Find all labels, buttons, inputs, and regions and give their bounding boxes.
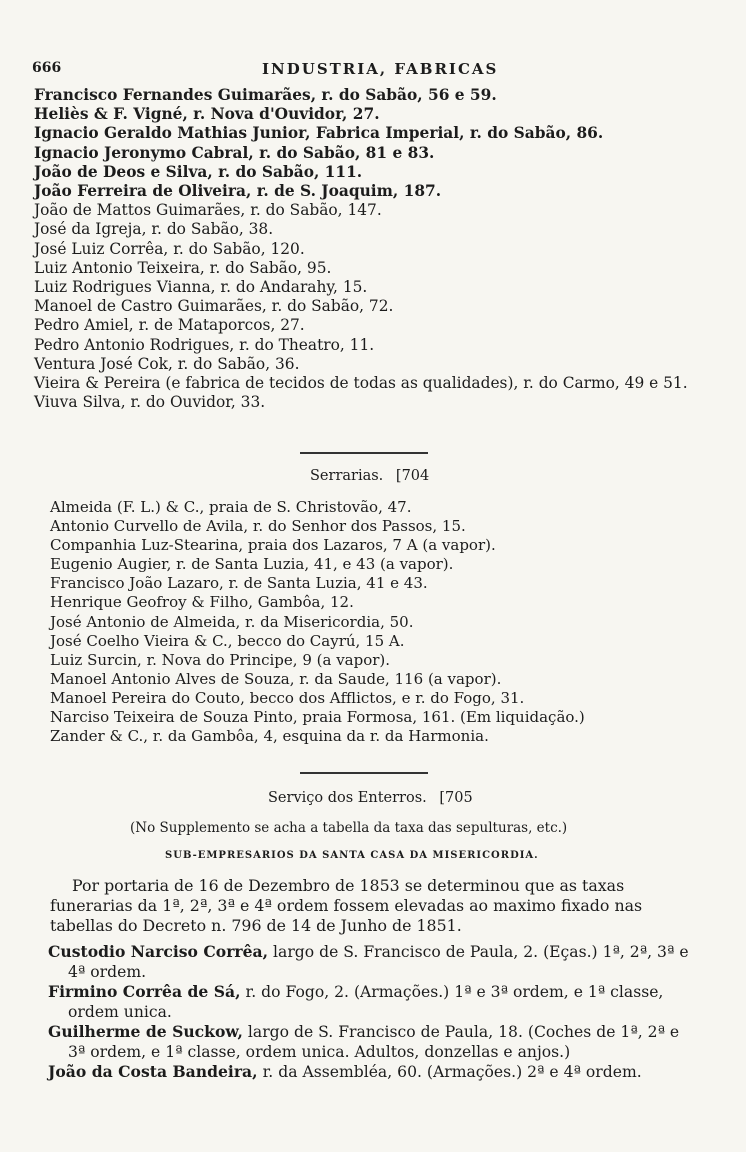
supplement-note: (No Supplemento se acha a tabella da taxa das sepulturas, etc.) (130, 820, 568, 836)
list-item: Ignacio Geraldo Mathias Junior, Fabrica Imperial, r. do Sabão, 86. (34, 124, 604, 143)
section-ref: [705 (439, 790, 473, 806)
list-item (48, 942, 698, 982)
section-divider (300, 772, 428, 774)
fabricas-list (34, 86, 694, 412)
list-item: Luiz Surcin, r. Nova do Principe, 9 (a vapor). (50, 650, 391, 669)
list-item: João Ferreira de Oliveira, r. de S. Joaquim, 187. (34, 182, 442, 201)
section-ref: [704 (395, 468, 430, 484)
list-item: Antonio Curvello de Avila, r. do Senhor dos Passos, 15. (50, 517, 466, 536)
list-item: Almeida (F. L.) & C., praia de S. Christovão, 47. (50, 498, 412, 516)
page-header (32, 60, 712, 82)
list-item (48, 1022, 698, 1062)
entry-details: largo de S. Francisco de Paula, 18. (Coches de 1ª, 2ª e 3ª ordem, e 1ª classe, ordem unica. Adultos, donzellas e anjos.) (68, 1023, 680, 1061)
decree-paragraph: Por portaria de 16 de Dezembro de 1853 se determinou que as taxas funerarias da 1ª, 2ª, 3ª e 4ª ordem fossem elevadas ao maximo fixado nas tabellas do Decreto n. 796 de 14 de Junho de 1851. (50, 876, 643, 935)
entry-name: Guilherme de Suckow, (48, 1022, 243, 1041)
section-divider (300, 452, 428, 454)
list-item: Manoel Antonio Alves de Souza, r. da Saude, 116 (a vapor). (50, 669, 502, 688)
list-item: Luiz Rodrigues Vianna, r. do Andarahy, 15. (34, 278, 368, 297)
list-item: Pedro Antonio Rodrigues, r. do Theatro, 11. (34, 335, 375, 354)
list-item: Manoel Pereira do Couto, becco dos Afflictos, e r. do Fogo, 31. (50, 688, 525, 707)
enterros-list (48, 942, 698, 1082)
page-number: 666 (32, 60, 62, 76)
list-item: João de Deos e Silva, r. do Sabão, 111. (34, 162, 363, 181)
list-item: Zander & C., r. da Gambôa, 4, esquina da r. da Harmonia. (50, 727, 489, 746)
list-item: José Antonio de Almeida, r. da Misericordia, 50. (50, 612, 414, 631)
serrarias-list (50, 498, 710, 746)
list-item: Ventura José Cok, r. do Sabão, 36. (34, 354, 300, 373)
section-title-text: Serrarias. (310, 468, 384, 484)
list-item: Vieira & Pereira (e fabrica de tecidos de todas as qualidades), r. do Carmo, 49 e 51. (34, 374, 688, 393)
entry-name: João da Costa Bandeira, (48, 1062, 258, 1081)
list-item: Henrique Geofroy & Filho, Gambôa, 12. (50, 593, 354, 612)
list-item: Luiz Antonio Teixeira, r. do Sabão, 95. (34, 258, 332, 277)
entry-name: Firmino Corrêa de Sá, (48, 982, 241, 1001)
list-item: José Luiz Corrêa, r. do Sabão, 120. (34, 239, 305, 258)
list-item: Companhia Luz-Stearina, praia dos Lazaros, 7 A (a vapor). (50, 536, 496, 555)
list-item: Ignacio Jeronymo Cabral, r. do Sabão, 81 e 83. (34, 143, 435, 162)
list-item: José Coelho Vieira & C., becco do Cayrú, 15 A. (50, 631, 405, 650)
list-item: Francisco Fernandes Guimarães, r. do Sabão, 56 e 59. (34, 86, 497, 104)
list-item: Eugenio Augier, r. de Santa Luzia, 41, e 43 (a vapor). (50, 555, 454, 574)
section-title-text: Serviço dos Enterros. (268, 790, 427, 806)
list-item (48, 982, 698, 1022)
list-item: Francisco João Lazaro, r. de Santa Luzia, 41 e 43. (50, 574, 428, 593)
list-item: Viuva Silva, r. do Ouvidor, 33. (34, 393, 266, 412)
list-item: José da Igreja, r. do Sabão, 38. (34, 220, 274, 239)
entry-details: r. da Assembléa, 60. (Armações.) 2ª e 4ª ordem. (257, 1063, 642, 1081)
list-item: Heliès & F. Vigné, r. Nova d'Ouvidor, 27. (34, 105, 380, 124)
entry-name: Custodio Narciso Corrêa, (48, 942, 269, 961)
entry-details: largo de S. Francisco de Paula, 2. (Eças.) 1ª, 2ª, 3ª e 4ª ordem. (68, 943, 689, 981)
running-title: INDUSTRIA, FABRICAS (262, 60, 499, 78)
list-item: Manoel de Castro Guimarães, r. do Sabão, 72. (34, 297, 394, 316)
sub-heading: SUB-EMPRESARIOS DA SANTA CASA DA MISERICORDIA. (165, 850, 539, 861)
section-title-enterros (268, 790, 473, 806)
list-item: João de Mattos Guimarães, r. do Sabão, 147. (34, 201, 382, 220)
section-title-serrarias (310, 468, 429, 484)
entry-details: r. do Fogo, 2. (Armações.) 1ª e 3ª ordem, e 1ª classe, ordem unica. (68, 983, 664, 1021)
list-item: Pedro Amiel, r. de Mataporcos, 27. (34, 316, 305, 335)
list-item (48, 1062, 698, 1082)
list-item: Narciso Teixeira de Souza Pinto, praia Formosa, 161. (Em liquidação.) (50, 708, 585, 727)
